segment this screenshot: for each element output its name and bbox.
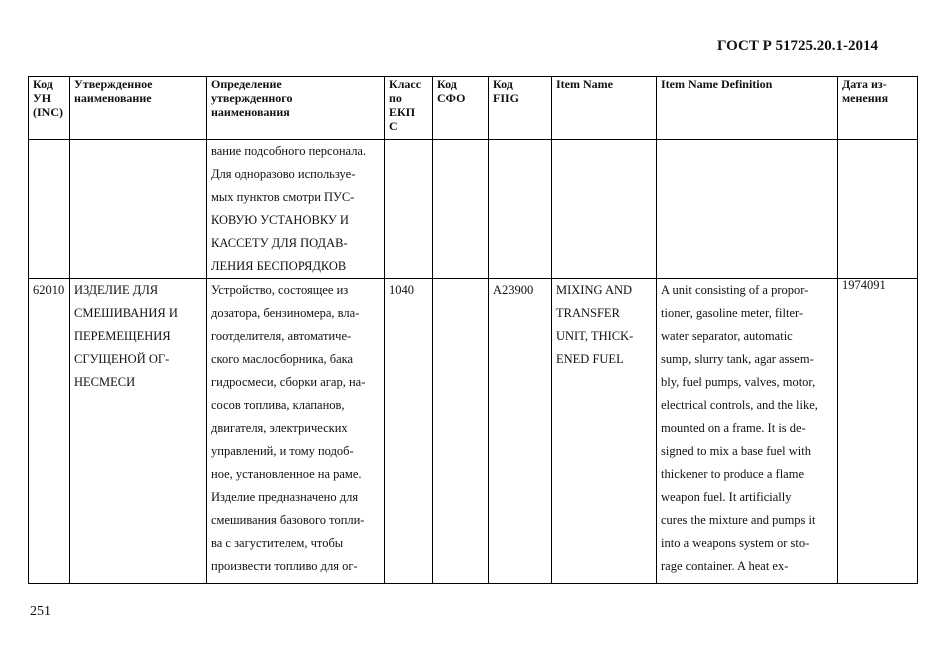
text-line: sump, slurry tank, agar assem- <box>661 352 814 366</box>
text-line: УН <box>33 91 52 105</box>
text-line: into a weapons system or sto- <box>661 536 810 550</box>
text-line: A unit consisting of a propor- <box>661 283 809 297</box>
text-line: мых пунктов смотри ПУС- <box>211 190 355 204</box>
header-sfo <box>433 77 489 140</box>
text-line: НЕСМЕСИ <box>74 375 136 389</box>
sfo-cell <box>433 279 489 584</box>
text-line: ENED FUEL <box>556 352 624 366</box>
text-line: ва с загустителем, чтобы <box>211 536 344 550</box>
item-name-definition-cell <box>657 279 838 584</box>
text-line: Для одноразово используе- <box>211 167 356 181</box>
text-line: Определение <box>211 77 282 91</box>
change-date-cell: 1974091 <box>838 279 918 584</box>
continued-definition-cell <box>207 140 385 279</box>
text-line: СМЕШИВАНИЯ И <box>74 306 178 320</box>
text-line: двигателя, электрических <box>211 421 348 435</box>
text-line: TRANSFER <box>556 306 620 320</box>
header-class <box>385 77 433 140</box>
text-line: Дата из- <box>842 77 887 91</box>
text-line: electrical controls, and the like, <box>661 398 818 412</box>
text-line: гоотделителя, автоматиче- <box>211 329 352 343</box>
header-fiig <box>489 77 552 140</box>
text-line: ЛЕНИЯ БЕСПОРЯДКОВ <box>211 259 347 273</box>
cell-empty <box>70 140 207 279</box>
approved-name-cell <box>70 279 207 584</box>
text-line: ЕКП <box>389 105 416 119</box>
text-line: произвести топливо для ог- <box>211 559 358 573</box>
text-line: rage container. A heat ex- <box>661 559 789 573</box>
document-standard-number: ГОСТ Р 51725.20.1-2014 <box>717 38 879 54</box>
cell-empty <box>489 140 552 279</box>
text-line: Класс <box>389 77 422 91</box>
text-line: thickener to produce a flame <box>661 467 804 481</box>
text-line: Код <box>437 77 457 91</box>
text-line: Код <box>33 77 53 91</box>
definition-cell <box>207 279 385 584</box>
text-line: наименование <box>74 91 152 105</box>
table-row-continued <box>29 140 918 279</box>
text-line: гидросмеси, сборки агар, на- <box>211 375 366 389</box>
item-name-cell <box>552 279 657 584</box>
header-inc <box>29 77 70 140</box>
text-line: по <box>389 91 402 105</box>
text-line: Утвержденное <box>74 77 153 91</box>
text-line: UNIT, THICK- <box>556 329 634 343</box>
text-line: Item Name <box>556 77 613 91</box>
text-line: СФО <box>437 91 466 105</box>
text-line: сосов топлива, клапанов, <box>211 398 345 412</box>
text-line: ИЗДЕЛИЕ ДЛЯ <box>74 283 159 297</box>
text-line: mounted on a frame. It is de- <box>661 421 806 435</box>
text-line: signed to mix a base fuel with <box>661 444 811 458</box>
text-line: MIXING AND <box>556 283 633 297</box>
text-line: Код <box>493 77 513 91</box>
text-line: water separator, automatic <box>661 329 793 343</box>
cell-empty <box>385 140 433 279</box>
text-line: СГУЩЕНОЙ ОГ- <box>74 352 170 366</box>
text-line: КАССЕТУ ДЛЯ ПОДАВ- <box>211 236 348 250</box>
text-line: утвержденного <box>211 91 293 105</box>
table-header-row <box>29 77 918 140</box>
text-line: bly, fuel pumps, valves, motor, <box>661 375 816 389</box>
page-number: 251 <box>30 604 51 619</box>
header-item-name-definition <box>657 77 838 140</box>
text-line: ное, установленное на раме. <box>211 467 362 481</box>
cell-empty <box>433 140 489 279</box>
text-line: наименования <box>211 105 290 119</box>
cell-empty <box>29 140 70 279</box>
header-definition <box>207 77 385 140</box>
cell-empty <box>838 140 918 279</box>
cell-empty <box>552 140 657 279</box>
text-line: ского маслосборника, бака <box>211 352 354 366</box>
text-line: Изделие предназначено для <box>211 490 359 504</box>
header-change-date <box>838 77 918 140</box>
text-line: управлений, и тому подоб- <box>211 444 354 458</box>
catalog-table <box>28 76 918 584</box>
table-row-62010 <box>29 279 918 584</box>
text-line: ПЕРЕМЕЩЕНИЯ <box>74 329 171 343</box>
text-line: FIIG <box>493 91 520 105</box>
fiig-cell: A23900 <box>489 279 552 584</box>
inc-cell: 62010 <box>29 279 70 584</box>
text-line: Устройство, состоящее из <box>211 283 349 297</box>
class-cell: 1040 <box>385 279 433 584</box>
header-approved-name <box>70 77 207 140</box>
text-line: Item Name Definition <box>661 77 773 91</box>
text-line: КОВУЮ УСТАНОВКУ И <box>211 213 349 227</box>
text-line: дозатора, бензиномера, вла- <box>211 306 360 320</box>
text-line: смешивания базового топли- <box>211 513 365 527</box>
text-line: вание подсобного персонала. <box>211 144 367 158</box>
header-item-name <box>552 77 657 140</box>
cell-empty <box>657 140 838 279</box>
text-line: cures the mixture and pumps it <box>661 513 816 527</box>
text-line: С <box>389 119 398 133</box>
text-line: (INC) <box>33 105 63 119</box>
text-line: tioner, gasoline meter, filter- <box>661 306 804 320</box>
text-line: weapon fuel. It artificially <box>661 490 792 504</box>
text-line: менения <box>842 91 889 105</box>
